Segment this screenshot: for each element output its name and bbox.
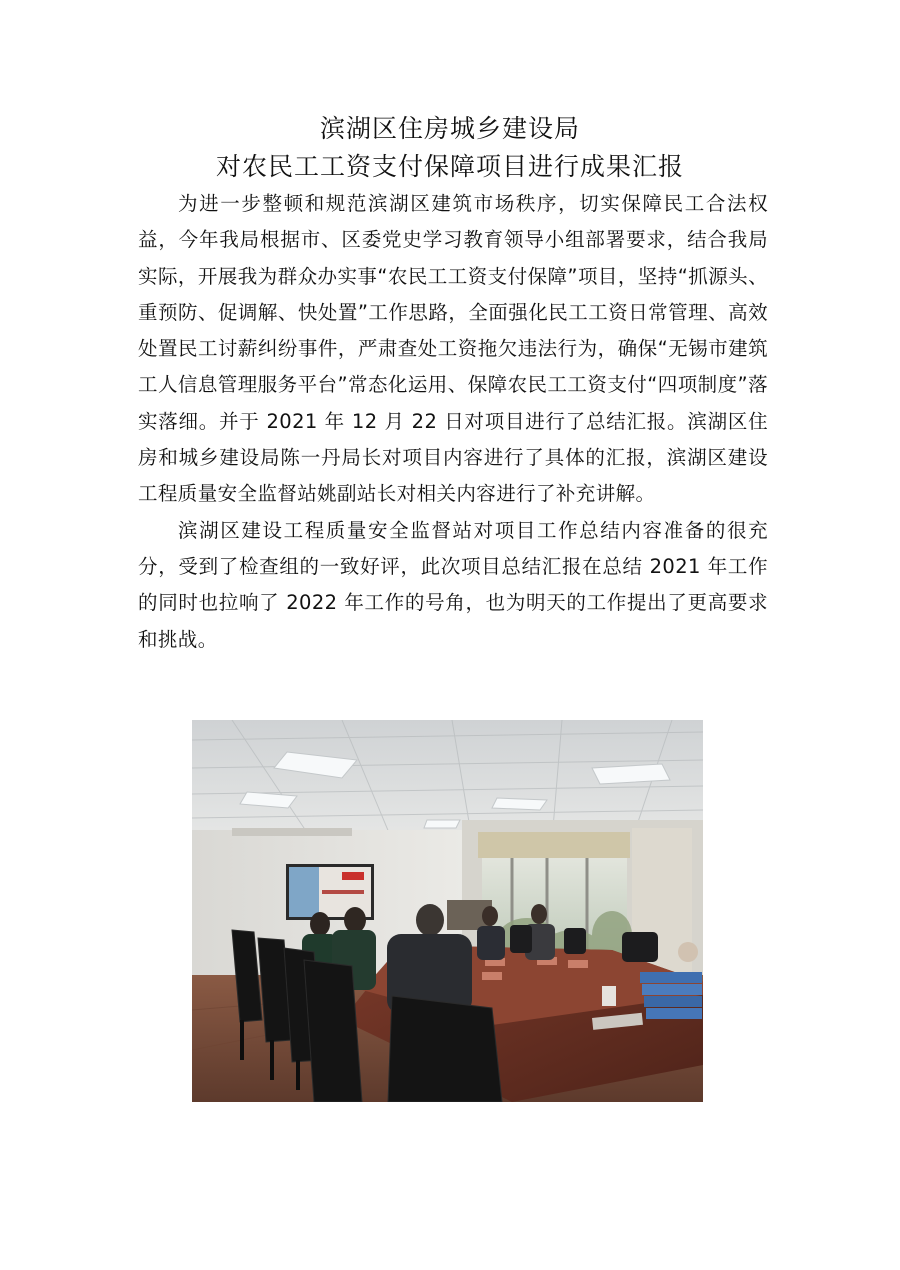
document-body xyxy=(138,186,768,658)
document-title-line2: 对农民工工资支付保障项目进行成果汇报 xyxy=(215,152,684,181)
paragraph-1: 为进一步整顿和规范滨湖区建筑市场秩序，切实保障民工合法权益，今年我局根据市、区委党史学习教育领导小组部署要求，结合我局实际，开展我为群众办实事“农民工工资支付保障”项目，坚持“抓源头、重预防、促调解、快处置”工作思路，全面强化民工工资日常管理、高效处置民工讨薪纠纷事件，严肃查处工资拖欠违法行为，确保“无锡市建筑工人信息管理服务平台”常态化运用、保障农民工工资支付“四项制度”落实落细。并于 2021 年 12 月 22 日对项目进行了总结汇报。滨湖区住房和城乡建设局陈一丹局长对项目内容进行了具体的汇报，滨湖区建设工程质量安全监督站姚副站长对相关内容进行了补充讲解。 xyxy=(138,192,768,506)
meeting-room-photo xyxy=(192,720,703,1102)
document-title-line1: 滨湖区住房城乡建设局 xyxy=(319,114,580,143)
paragraph-2: 滨湖区建设工程质量安全监督站对项目工作总结内容准备的很充分，受到了检查组的一致好评，此次项目总结汇报在总结 2021 年工作的同时也拉响了 2022 年工作的号角，也为明天的工作提出了更高要求和挑战。 xyxy=(138,518,768,651)
